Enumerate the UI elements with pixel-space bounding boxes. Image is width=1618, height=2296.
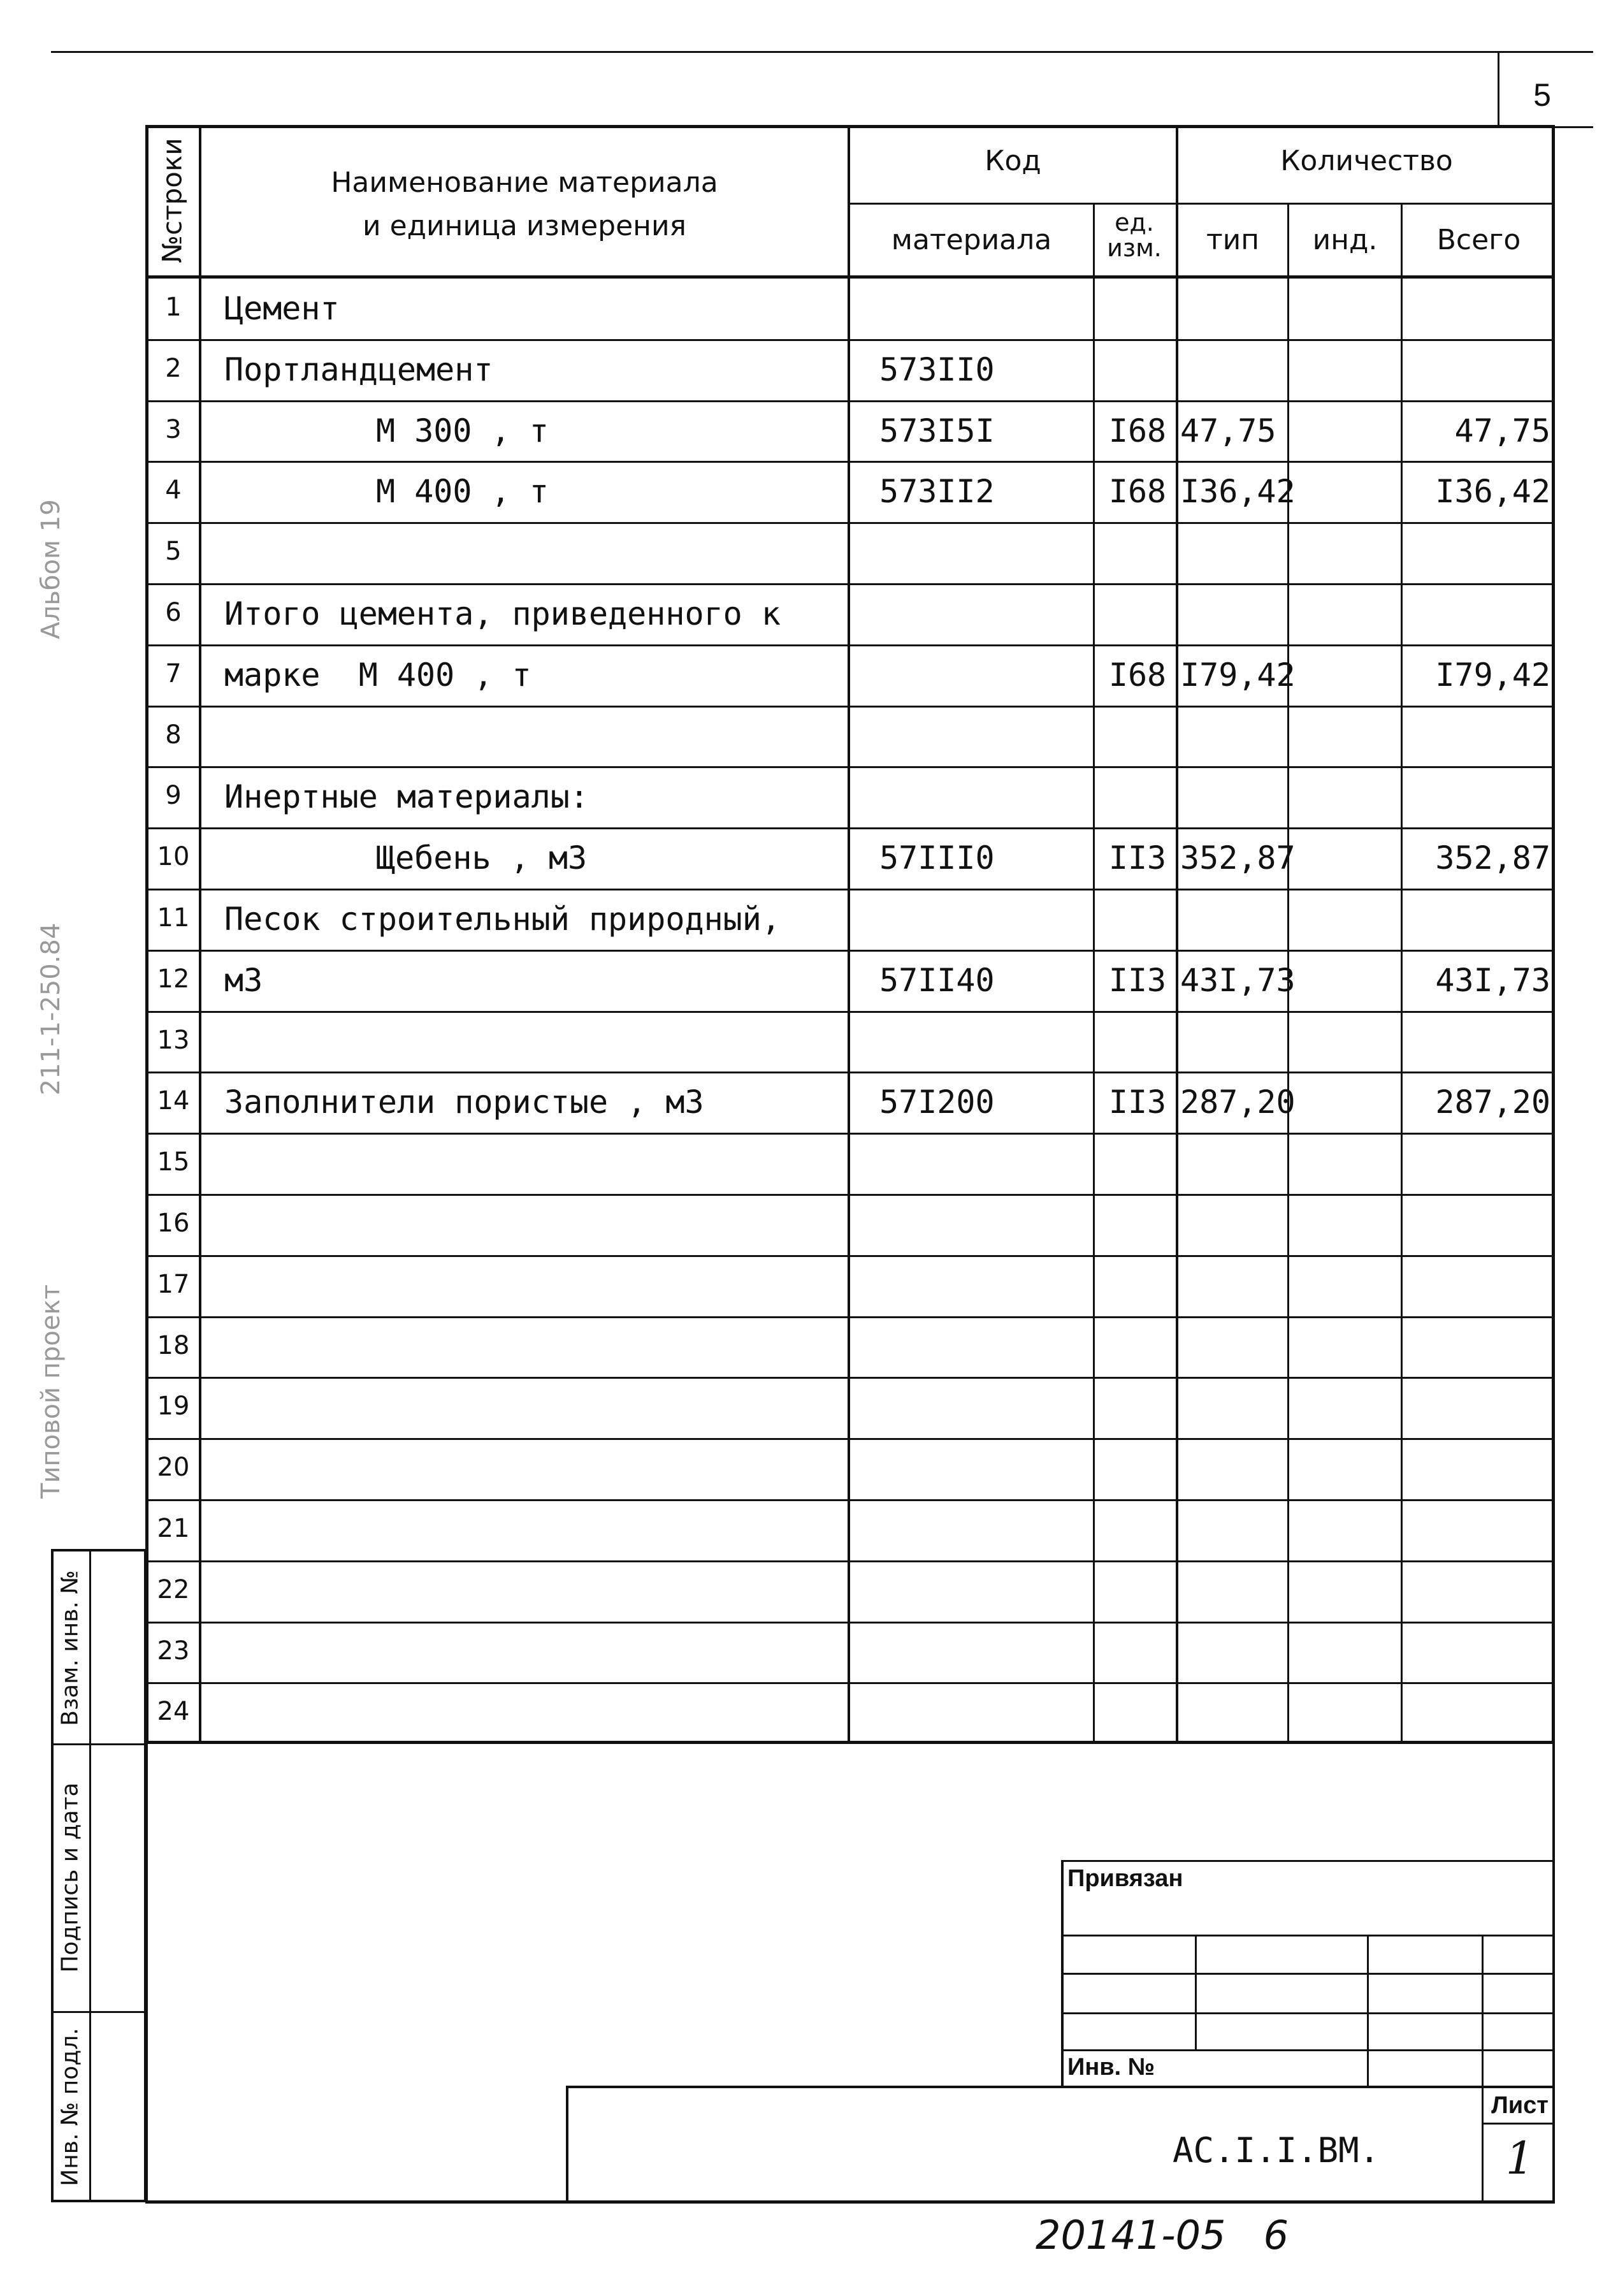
header-code-material: материала xyxy=(891,224,1052,256)
title-grid-v3 xyxy=(1482,1935,1484,2202)
inv-no-label: Инв. № xyxy=(1067,2054,1155,2081)
row-number: 11 xyxy=(157,903,190,933)
row-number: 21 xyxy=(157,1514,190,1543)
qty-total: I79,42 xyxy=(1435,656,1550,694)
row-separator xyxy=(145,339,1555,341)
row-separator xyxy=(145,522,1555,524)
material-name: М 300 , т xyxy=(376,412,549,449)
privyazan-label: Привязан xyxy=(1067,1865,1183,1892)
frame-left-line xyxy=(145,1744,148,2203)
material-name: Заполнители пористые , м3 xyxy=(224,1084,704,1121)
unit-code: II3 xyxy=(1108,839,1167,877)
row-number: 5 xyxy=(165,537,182,567)
qty-type: 43I,73 xyxy=(1180,961,1296,999)
qty-total: 43I,73 xyxy=(1435,961,1550,999)
material-name: Песок строительный природный, xyxy=(224,901,781,938)
title-grid-h1 xyxy=(1061,1935,1555,1936)
row-number: 1 xyxy=(165,293,182,322)
material-name: м3 xyxy=(224,961,263,999)
header-bottom-line xyxy=(145,275,1555,279)
row-separator xyxy=(145,1255,1555,1257)
row-number: 22 xyxy=(157,1574,190,1604)
row-separator xyxy=(145,1133,1555,1135)
row-separator xyxy=(145,950,1555,952)
material-code: 573II2 xyxy=(879,473,995,511)
unit-code: II3 xyxy=(1108,1084,1167,1121)
title-block-top xyxy=(1061,1860,1555,1862)
header-q-type: тип xyxy=(1206,224,1259,256)
col-line-name xyxy=(848,125,850,1744)
row-separator xyxy=(145,827,1555,829)
row-number: 18 xyxy=(157,1330,190,1360)
material-code: 57III0 xyxy=(879,839,995,877)
row-number: 10 xyxy=(157,842,190,872)
row-separator xyxy=(145,889,1555,890)
col-line-rowno xyxy=(199,125,201,1744)
frame-bottom-line xyxy=(145,2200,1555,2204)
row-separator xyxy=(145,644,1555,646)
row-number: 12 xyxy=(157,964,190,994)
row-number: 20 xyxy=(157,1453,190,1483)
material-name: Щебень , м3 xyxy=(376,839,588,877)
row-separator xyxy=(145,1316,1555,1318)
bottom-block-top xyxy=(567,2086,1555,2088)
row-number: 3 xyxy=(165,414,182,444)
row-number: 13 xyxy=(157,1025,190,1055)
header-split-line xyxy=(848,203,1555,205)
side-label-middle: 211-1-250.84 xyxy=(36,922,66,1096)
header-name-line2: и единица измерения xyxy=(362,210,687,242)
top-rule xyxy=(51,51,1593,53)
row-separator xyxy=(145,1682,1555,1684)
row-separator xyxy=(145,461,1555,463)
material-code: 573I5I xyxy=(879,412,995,449)
left-stamp-sep2 xyxy=(51,2011,147,2013)
row-separator xyxy=(145,583,1555,585)
unit-code: I68 xyxy=(1108,412,1167,449)
header-name-line1: Наименование материала xyxy=(331,166,718,199)
row-separator xyxy=(145,1560,1555,1562)
row-number: 17 xyxy=(157,1269,190,1299)
handwritten-footer: 20141-05 6 xyxy=(1036,2212,1289,2258)
page-number: 5 xyxy=(1533,77,1551,113)
header-code-unit: ед. изм. xyxy=(1107,208,1162,262)
header-quantity: Количество xyxy=(1280,145,1453,177)
left-stamp-inv: Инв. № подл. xyxy=(57,2028,83,2186)
title-grid-h3 xyxy=(1061,2012,1555,2014)
material-name: Цемент xyxy=(224,290,340,327)
header-code: Код xyxy=(985,145,1041,177)
row-separator xyxy=(145,1072,1555,1073)
side-label-top: Альбом 19 xyxy=(36,499,66,639)
row-number: 9 xyxy=(165,781,182,811)
qty-type: 287,20 xyxy=(1180,1084,1296,1121)
row-number: 16 xyxy=(157,1209,190,1238)
title-grid-v1 xyxy=(1195,1935,1197,2049)
row-separator xyxy=(145,1499,1555,1501)
header-q-ind: инд. xyxy=(1312,224,1378,256)
col-line-code xyxy=(1093,204,1095,1744)
qty-type: 352,87 xyxy=(1180,839,1296,877)
row-number: 14 xyxy=(157,1086,190,1116)
row-separator xyxy=(145,1377,1555,1379)
document-designation: АС.I.I.ВМ. xyxy=(1173,2130,1380,2170)
left-stamp-podpis: Подпись и дата xyxy=(57,1782,83,1973)
qty-total: I36,42 xyxy=(1435,473,1550,511)
row-number: 19 xyxy=(157,1391,190,1421)
row-separator xyxy=(145,706,1555,708)
left-stamp-vzam: Взам. инв. № xyxy=(57,1570,83,1726)
material-name: марке М 400 , т xyxy=(224,656,531,694)
qty-type: I79,42 xyxy=(1180,656,1296,694)
sheet-label: Лист xyxy=(1491,2092,1549,2119)
title-grid-h4 xyxy=(1061,2049,1555,2051)
sheet-value: 1 xyxy=(1505,2132,1535,2184)
side-label-bottom: Типовой проект xyxy=(36,1284,66,1499)
row-number: 23 xyxy=(157,1636,190,1666)
page-number-box-left xyxy=(1498,51,1499,127)
row-number: 8 xyxy=(165,720,182,750)
material-code: 57II40 xyxy=(879,961,995,999)
row-separator xyxy=(145,1194,1555,1196)
row-number: 24 xyxy=(157,1697,190,1727)
header-q-total: Всего xyxy=(1436,224,1521,256)
qty-total: 287,20 xyxy=(1435,1084,1550,1121)
row-separator xyxy=(145,400,1555,402)
col-line-ind xyxy=(1401,204,1403,1744)
left-stamp-divider xyxy=(89,1549,91,2202)
sheet-cell-split xyxy=(1482,2123,1555,2125)
material-code: 573II0 xyxy=(879,351,995,388)
row-number: 15 xyxy=(157,1147,190,1177)
material-name: М 400 , т xyxy=(376,473,549,511)
bottom-block-left xyxy=(566,2086,568,2203)
unit-code: I68 xyxy=(1108,656,1167,694)
material-name: Инертные материалы: xyxy=(224,778,589,816)
row-number: 2 xyxy=(165,353,182,383)
qty-total: 352,87 xyxy=(1435,839,1550,877)
row-number: 6 xyxy=(165,598,182,627)
row-separator xyxy=(145,766,1555,768)
col-line-unit xyxy=(1176,125,1178,1744)
row-separator xyxy=(145,1011,1555,1013)
qty-type: I36,42 xyxy=(1180,473,1296,511)
row-separator xyxy=(145,1438,1555,1440)
title-grid-v2 xyxy=(1367,1935,1369,2088)
title-grid-h2 xyxy=(1061,1973,1555,1975)
row-separator xyxy=(145,1622,1555,1624)
material-code: 57I200 xyxy=(879,1084,995,1121)
qty-type: 47,75 xyxy=(1180,412,1276,449)
header-row-no: №строки xyxy=(156,138,188,263)
material-name: Портландцемент xyxy=(224,351,493,388)
row-number: 4 xyxy=(165,476,182,505)
unit-code: I68 xyxy=(1108,473,1167,511)
unit-code: II3 xyxy=(1108,961,1167,999)
row-number: 7 xyxy=(165,658,182,688)
qty-total: 47,75 xyxy=(1454,412,1550,449)
material-name: Итого цемента, приведенного к xyxy=(224,595,781,632)
